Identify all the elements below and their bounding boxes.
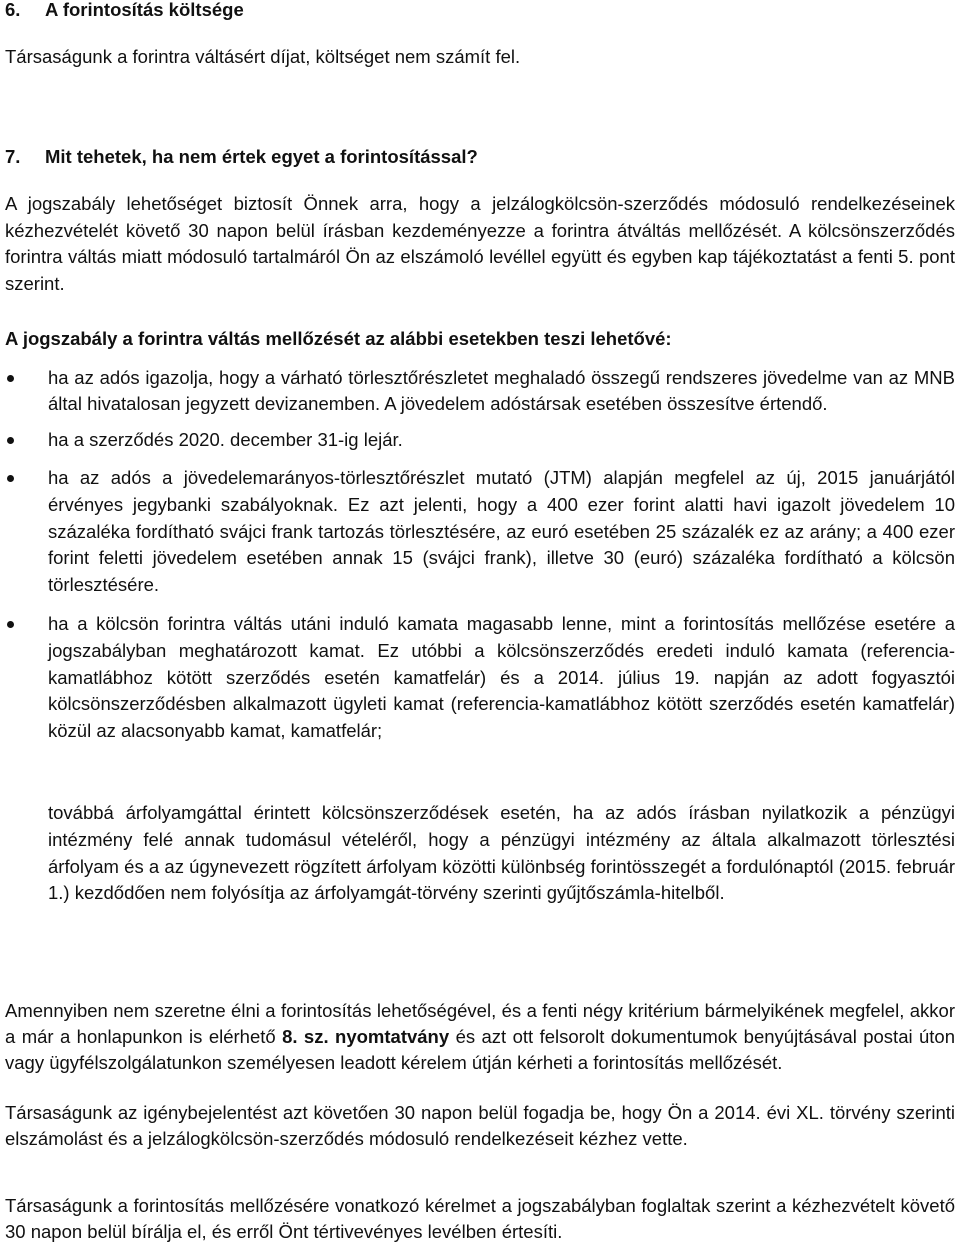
bullet-icon: [7, 437, 14, 444]
bullet-icon: [7, 475, 14, 482]
criteria-item: [5, 465, 955, 599]
form-reference: 8. sz. nyomtatvány: [282, 1026, 450, 1047]
criteria-text: ha az adós igazolja, hogy a várható törlesztőrészletet meghaladó összegű rendszeres jövedelme van az MNB által hivatalosan jegyzett devizanemben. A jövedelem adóstársak esetében összesítve értendő.: [48, 367, 955, 414]
section-6-number: 6.: [5, 0, 21, 20]
closing-paragraph-1: [5, 998, 955, 1076]
criteria-item: [5, 365, 955, 417]
criteria-item: [5, 611, 955, 745]
criteria-text: ha az adós a jövedelemarányos-törlesztőrészlet mutató (JTM) alapján megfelel az új, 2015 januárjától érvényes jegybanki szabályoknak. Ez azt jelenti, hogy a 400 ezer forint alatti havi igazolt jövedelem 10 százaléka fordítható svájci frank tartozás törlesztésére, az euró esetében 25 százalék ez az arány; a 400 ezer forint feletti jövedelem esetében annak 15 (svájci frank), illetve 30 (euró) százaléka fordítható a kölcsön törlesztésére.: [48, 467, 955, 596]
criteria-list: [5, 365, 955, 745]
criteria-text: ha a kölcsön forintra váltás utáni induló kamata magasabb lenne, mint a forintosítás mellőzése esetére a jogszabályban meghatározott kamat. Ez utóbbi a kölcsönszerződés eredeti induló kamata (referencia-kamatlábhoz kötött szerződés esetén kamatfelár) és a 2014. július 19. napján az adott fogyasztói kölcsönszerződésben alkalmazott ügyleti kamat (referencia-kamatlábhoz kötött szerződés esetén kamatfelár) közül az alacsonyabb kamat, kamatfelár;: [48, 612, 955, 742]
closing-paragraph-3: Társaságunk a forintosítás mellőzésére vonatkozó kérelmet a jogszabályban foglaltak szerint a kézhezvételt követő 30 napon belül bírálja el, és erről Önt tértivevényes levélben értesíti.: [5, 1195, 955, 1242]
closing-text-end: és azt ott felsorolt dokumentumok benyújtásával postai úton vagy ügyfélszolgálatunkon személyesen leadott kérelem útján kérheti a forintosítás mellőzését.: [5, 1026, 956, 1073]
section-7-number: 7.: [5, 146, 21, 167]
criteria-item: [5, 427, 955, 453]
bullet-icon: [7, 375, 14, 382]
closing-text-start: Amennyiben nem szeretne élni a forintosítás lehetőségével, és a fenti négy kritérium bármelyikének megfelel, akkor a már a honlapunkon is elérhető: [5, 1000, 955, 1047]
section-7-bold-intro: A jogszabály a forintra váltás mellőzését az alábbi esetekben teszi lehetővé:: [5, 328, 672, 349]
section-6-text: Társaságunk a forintra váltásért díjat, költséget nem számít fel.: [5, 46, 521, 67]
section-7-paragraph: A jogszabály lehetőséget biztosít Önnek arra, hogy a jelzálogkölcsön-szerződés módosuló rendelkezéseinek kézhezvételét követő 30 napon belül írásban kezdeményezze a forintra átváltás mellőzését. A kölcsönszerződés forintra váltás miatt módosuló tartalmáról Ön az elszámoló levéllel együtt és egyben kap tájékoztatást a fenti 5. pont szerint.: [5, 193, 955, 294]
section-7-heading: [5, 144, 478, 170]
criteria-continuation: továbbá árfolyamgáttal érintett kölcsönszerződések esetén, ha az adós írásban nyilatkozik a pénzügyi intézmény felé annak tudomásul vételéről, hogy a pénzügyi intézmény az általa alkalmazott törlesztési árfolyam és a az úgynevezett rögzített árfolyam közötti különbség forintösszegét a fordulónaptól (2015. február 1.) kezdődően nem folyósítja az árfolyamgát-törvény szerinti gyűjtőszámla-hitelből.: [48, 802, 955, 904]
bullet-icon: [7, 621, 14, 628]
section-6-title: A forintosítás költsége: [45, 0, 244, 20]
criteria-text: ha a szerződés 2020. december 31-ig lejár.: [48, 429, 403, 450]
closing-paragraph-2: Társaságunk az igénybejelentést azt követően 30 napon belül fogadja be, hogy Ön a 2014. évi XL. törvény szerinti elszámolást és a jelzálogkölcsön-szerződés módosuló rendelkezéseit kézhez vette.: [5, 1102, 955, 1149]
section-7-title: Mit tehetek, ha nem értek egyet a forintosítással?: [45, 146, 478, 167]
section-6-heading: [5, 0, 244, 23]
